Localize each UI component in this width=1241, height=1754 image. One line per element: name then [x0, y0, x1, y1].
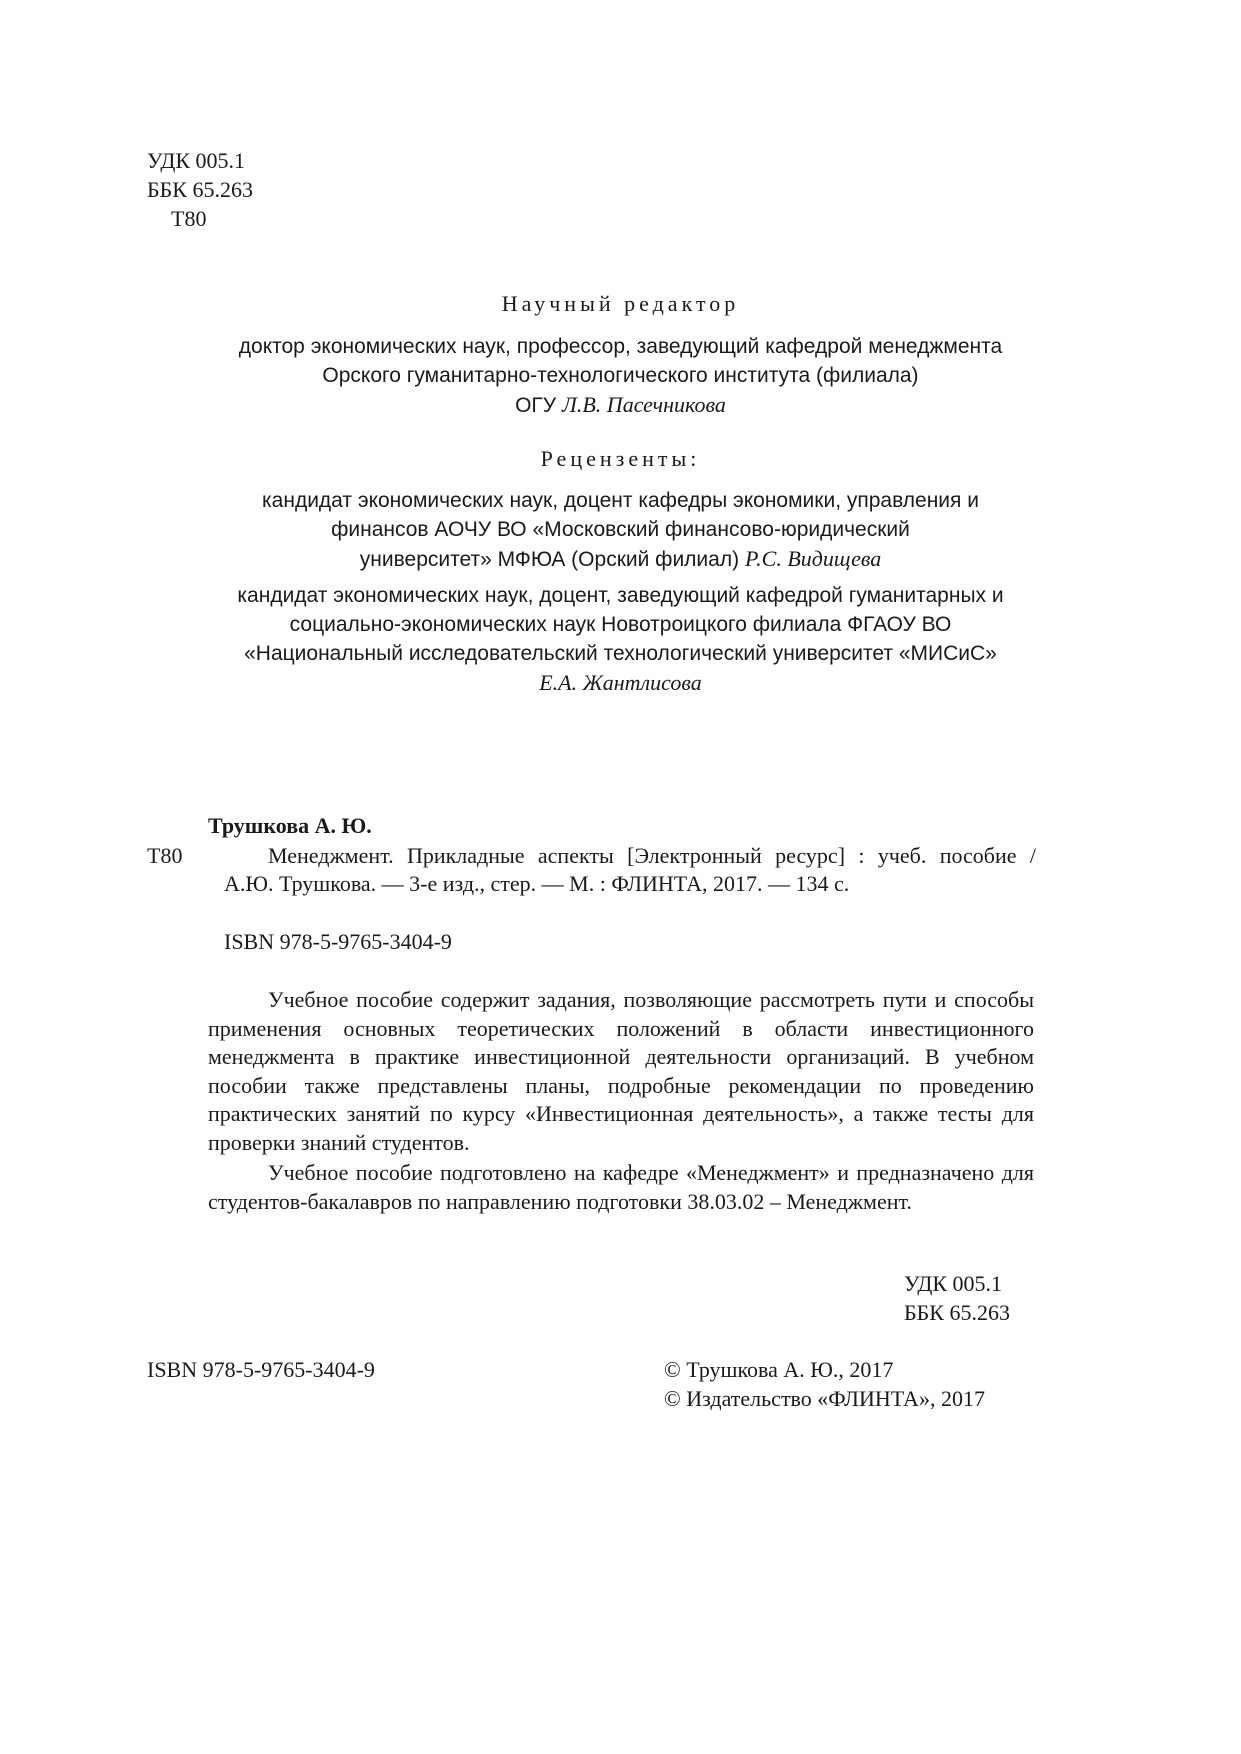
reviewer1-name: Р.С. Видищева — [744, 546, 882, 571]
biblio-author: Трушкова А. Ю. — [208, 813, 372, 838]
biblio-line-1: Менеджмент. Прикладные аспекты [Электронный ресурс] : учеб. пособие / — [268, 843, 1036, 868]
udk-code: УДК 005.1 — [147, 148, 246, 173]
footer-udk: УДК 005.1 — [904, 1271, 1003, 1296]
biblio-isbn: ISBN 978-5-9765-3404-9 — [224, 929, 452, 954]
editor-name: Л.В. Пасечникова — [561, 392, 726, 417]
reviewer1-line-3 — [0, 545, 1241, 574]
reviewer1-affiliation: университет» МФЮА (Орский филиал) — [359, 548, 745, 571]
reviewer2-line-3: «Национальный исследовательский технологический университет «МИСиС» — [244, 642, 997, 665]
abstract-paragraph-2: Учебное пособие подготовлено на кафедре «Менеджмент» и предназначено для студентов-бакалавров по направлению подготовки 38.03.02 – Менеджмент. — [208, 1160, 1034, 1214]
reviewer1-line-1: кандидат экономических наук, доцент кафедры экономики, управления и — [262, 489, 979, 512]
editor-affiliation: ОГУ — [515, 394, 562, 417]
reviewer1-line-2: финансов АОЧУ ВО «Московский финансово-юридический — [331, 518, 910, 541]
author-mark: Т80 — [171, 206, 207, 231]
editor-line-1: доктор экономических наук, профессор, заведующий кафедрой менеджмента — [238, 335, 1003, 358]
editor-line-2: Орского гуманитарно-технологического института (филиала) — [322, 364, 919, 387]
bbk-code: ББК 65.263 — [147, 177, 253, 202]
biblio-line-2: А.Ю. Трушкова. — 3-е изд., стер. — М. : ФЛИНТА, 2017. — 134 с. — [224, 871, 850, 896]
footer-isbn: ISBN 978-5-9765-3404-9 — [147, 1357, 375, 1382]
editor-heading: Научный редактор — [501, 291, 740, 316]
copyright-author: © Трушкова А. Ю., 2017 — [664, 1357, 894, 1382]
reviewers-heading: Рецензенты: — [540, 446, 701, 471]
copyright-publisher: © Издательство «ФЛИНТА», 2017 — [664, 1386, 985, 1411]
abstract-paragraph-1: Учебное пособие содержит задания, позволяющие рассмотреть пути и способы применения основных теоретических положений в области инвестиционного менеджмента в практике инвестиционной деятельности организаций. В учебном пособии также представлены планы, подробные рекомендации по проведению практических занятий по курсу «Инвестиционная деятельность», а также тесты для проверки знаний студентов. — [208, 987, 1034, 1155]
editor-line-3 — [0, 391, 1241, 420]
reviewer2-name: Е.А. Жантлисова — [539, 670, 702, 695]
reviewer2-line-2: социально-экономических наук Новотроицкого филиала ФГАОУ ВО — [289, 613, 952, 636]
biblio-code: Т80 — [147, 843, 183, 868]
reviewer2-line-1: кандидат экономических наук, доцент, заведующий кафедрой гуманитарных и — [237, 584, 1004, 607]
footer-bbk: ББК 65.263 — [904, 1300, 1010, 1325]
